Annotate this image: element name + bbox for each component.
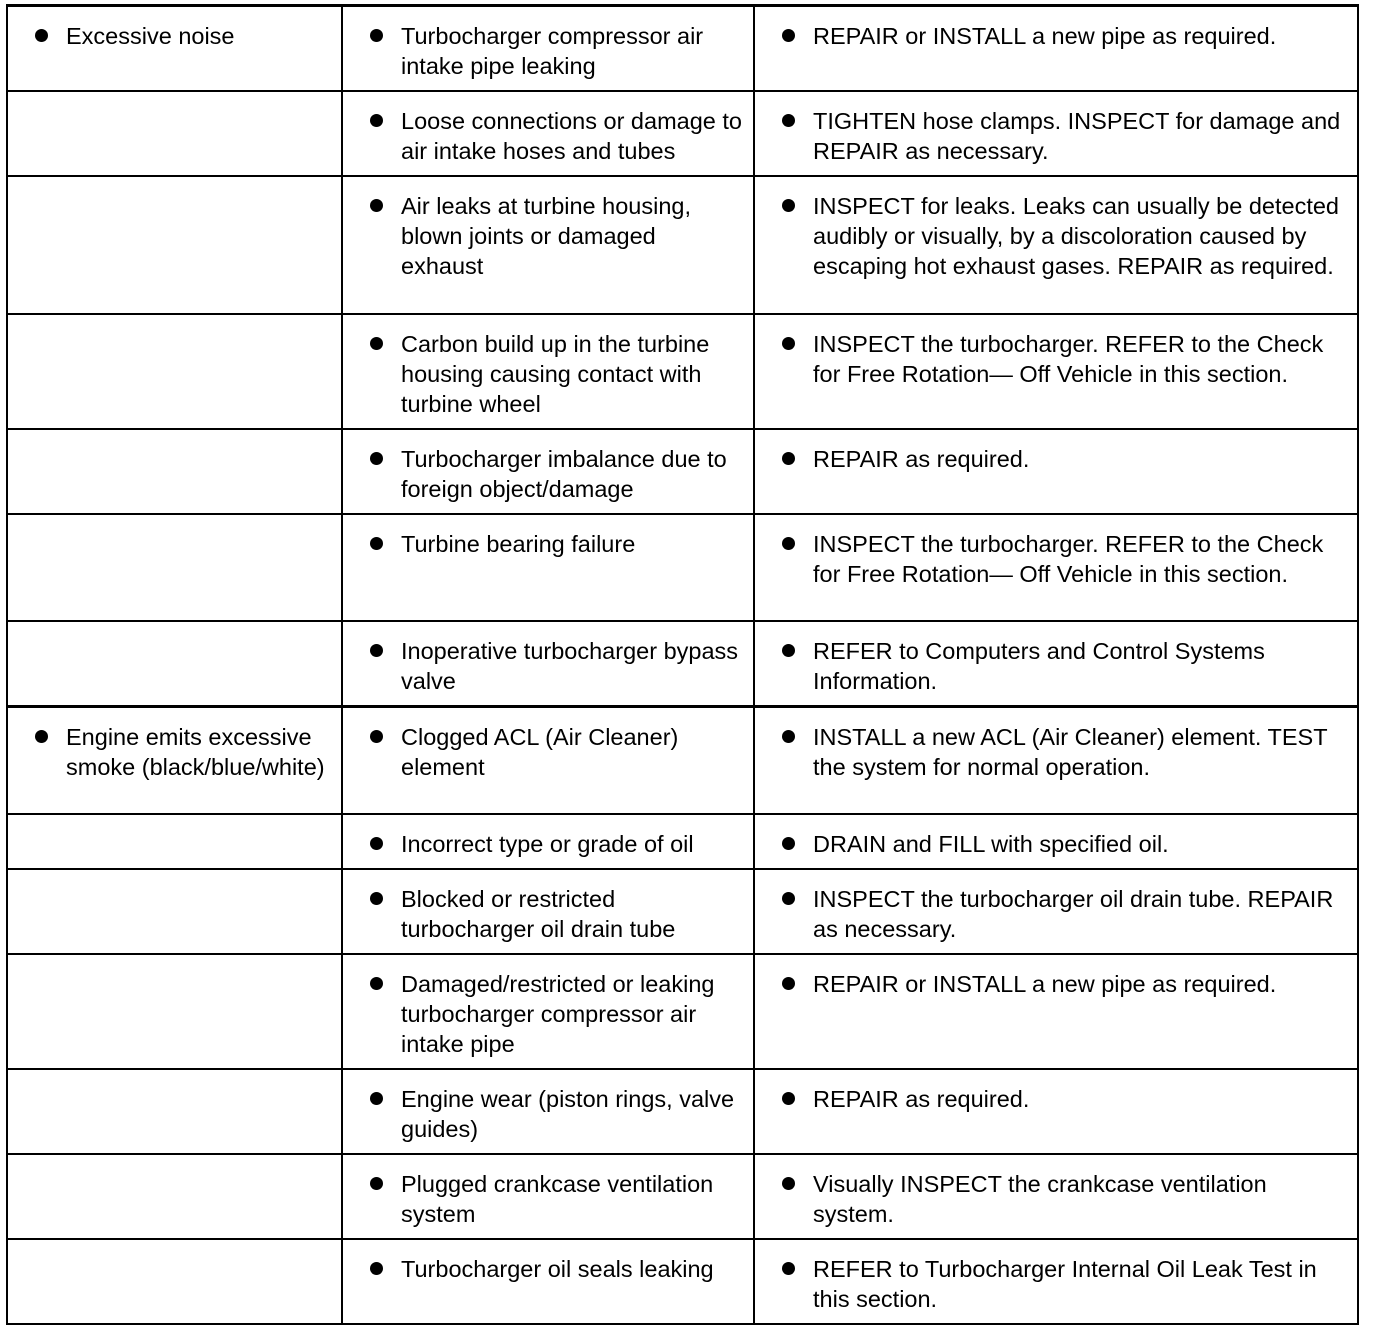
action-text: INSPECT for leaks. Leaks can usually be detected audibly or visually, by a discoloration caused by escaping hot exhaust gases. REPAIR as required. [813,193,1339,279]
cause-item [343,106,743,166]
bullet-icon [370,892,383,905]
action-text: DRAIN and FILL with specified oil. [813,830,1169,857]
cause-text: Engine wear (piston rings, valve guides) [401,1085,735,1142]
cause-cell [342,514,754,621]
action-item [755,106,1347,166]
symptom-cell [7,954,342,1069]
action-item [755,1169,1347,1229]
table-row [7,429,1358,514]
action-item [755,21,1347,51]
table-row [7,176,1358,314]
bullet-icon [370,730,383,743]
action-text: REPAIR as required. [813,446,1030,472]
bullet-icon [782,730,795,743]
cause-item [343,969,743,1059]
symptom-cell [7,621,342,707]
cause-text: Air leaks at turbine housing, blown joints or damaged exhaust [401,193,691,279]
action-cell [754,707,1358,814]
action-cell [754,176,1358,314]
action-item [755,529,1347,589]
cause-text: Turbocharger imbalance due to foreign object/damage [401,446,727,502]
table-row [7,314,1358,429]
symptom-cell [7,514,342,621]
symptom-item [8,21,331,51]
action-item [755,329,1347,389]
table-row [7,1154,1358,1239]
cause-item [343,444,743,504]
bullet-icon [370,977,383,990]
cause-text: Loose connections or damage to air intake hoses and tubes [401,108,742,164]
cause-cell [342,954,754,1069]
action-cell [754,869,1358,954]
bullet-icon [35,29,48,42]
table-row [7,621,1358,707]
bullet-icon [370,1262,383,1275]
symptom-cell [7,6,342,92]
table-row [7,91,1358,176]
cause-cell [342,621,754,707]
bullet-icon [370,452,383,465]
cause-item [343,329,743,419]
cause-cell [342,429,754,514]
cause-text: Blocked or restricted turbocharger oil drain tube [401,885,676,942]
action-cell [754,514,1358,621]
cause-cell [342,6,754,92]
diagnosis-table [6,4,1359,1325]
cause-text: Damaged/restricted or leaking turbocharger compressor air intake pipe [401,970,715,1057]
symptom-cell [7,869,342,954]
action-text: INSPECT the turbocharger. REFER to the Check for Free Rotation— Off Vehicle in this section. [813,331,1324,387]
bullet-icon [782,892,795,905]
action-cell [754,954,1358,1069]
action-item [755,969,1347,999]
action-text: INSPECT the turbocharger oil drain tube. REPAIR as necessary. [813,885,1334,942]
bullet-icon [370,199,383,212]
bullet-icon [370,537,383,550]
action-text: INSTALL a new ACL (Air Cleaner) element. TEST the system for normal operation. [813,724,1328,780]
bullet-icon [782,1262,795,1275]
symptom-cell [7,1239,342,1324]
action-item [755,191,1347,281]
action-text: REPAIR or INSTALL a new pipe as required. [813,970,1277,997]
cause-item [343,191,743,281]
bullet-icon [782,452,795,465]
cause-cell [342,1239,754,1324]
cause-cell [342,91,754,176]
symptom-text: Engine emits excessive smoke (black/blue/white) [66,724,325,780]
symptom-text: Excessive noise [66,23,235,49]
cause-item [343,829,743,859]
bullet-icon [782,29,795,42]
table-row [7,707,1358,814]
cause-item [343,529,743,559]
bullet-icon [370,29,383,42]
action-item [755,1254,1347,1314]
bullet-icon [782,977,795,990]
action-text: REFER to Turbocharger Internal Oil Leak Test in this section. [813,1255,1317,1312]
action-cell [754,814,1358,869]
bullet-icon [370,837,383,850]
action-cell [754,91,1358,176]
action-cell [754,6,1358,92]
cause-text: Turbocharger compressor air intake pipe leaking [401,23,704,79]
bullet-icon [370,1092,383,1105]
bullet-icon [782,114,795,127]
cause-item [343,1084,743,1144]
cause-item [343,884,743,944]
action-text: REPAIR or INSTALL a new pipe as required. [813,23,1277,49]
bullet-icon [370,114,383,127]
bullet-icon [782,837,795,850]
symptom-cell [7,176,342,314]
cause-text: Inoperative turbocharger bypass valve [401,638,739,694]
bullet-icon [782,199,795,212]
action-cell [754,429,1358,514]
action-cell [754,1154,1358,1239]
diagnosis-table-body [7,6,1358,1324]
bullet-icon [782,644,795,657]
cause-item [343,1254,743,1284]
action-item [755,636,1347,696]
cause-cell [342,707,754,814]
symptom-cell [7,707,342,814]
table-row [7,1069,1358,1154]
cause-cell [342,869,754,954]
cause-item [343,722,743,782]
action-item [755,829,1347,859]
action-item [755,444,1347,474]
action-text: TIGHTEN hose clamps. INSPECT for damage and REPAIR as necessary. [813,108,1341,164]
action-text: REPAIR as required. [813,1085,1030,1112]
bullet-icon [370,1177,383,1190]
symptom-item [8,722,331,782]
action-item [755,884,1347,944]
cause-cell [342,814,754,869]
action-item [755,722,1347,782]
action-cell [754,621,1358,707]
bullet-icon [782,537,795,550]
action-text: Visually INSPECT the crankcase ventilation system. [813,1170,1267,1227]
cause-item [343,636,743,696]
cause-cell [342,176,754,314]
symptom-cell [7,91,342,176]
bullet-icon [35,730,48,743]
action-cell [754,314,1358,429]
table-row [7,954,1358,1069]
table-row [7,6,1358,92]
action-item [755,1084,1347,1114]
cause-item [343,1169,743,1229]
cause-cell [342,1154,754,1239]
table-row [7,814,1358,869]
bullet-icon [782,1177,795,1190]
cause-text: Plugged crankcase ventilation system [401,1170,714,1227]
cause-cell [342,1069,754,1154]
cause-text: Turbocharger oil seals leaking [401,1255,714,1282]
cause-text: Carbon build up in the turbine housing causing contact with turbine wheel [401,331,710,417]
cause-text: Turbine bearing failure [401,531,636,557]
bullet-icon [782,1092,795,1105]
symptom-cell [7,1154,342,1239]
bullet-icon [782,337,795,350]
cause-text: Incorrect type or grade of oil [401,830,694,857]
bullet-icon [370,644,383,657]
table-row [7,869,1358,954]
cause-item [343,21,743,81]
bullet-icon [370,337,383,350]
action-text: INSPECT the turbocharger. REFER to the Check for Free Rotation— Off Vehicle in this section. [813,531,1324,587]
symptom-cell [7,314,342,429]
action-text: REFER to Computers and Control Systems Information. [813,638,1265,694]
symptom-cell [7,1069,342,1154]
cause-text: Clogged ACL (Air Cleaner) element [401,724,679,780]
cause-cell [342,314,754,429]
symptom-cell [7,429,342,514]
action-cell [754,1069,1358,1154]
symptom-cell [7,814,342,869]
table-row [7,1239,1358,1324]
table-row [7,514,1358,621]
action-cell [754,1239,1358,1324]
